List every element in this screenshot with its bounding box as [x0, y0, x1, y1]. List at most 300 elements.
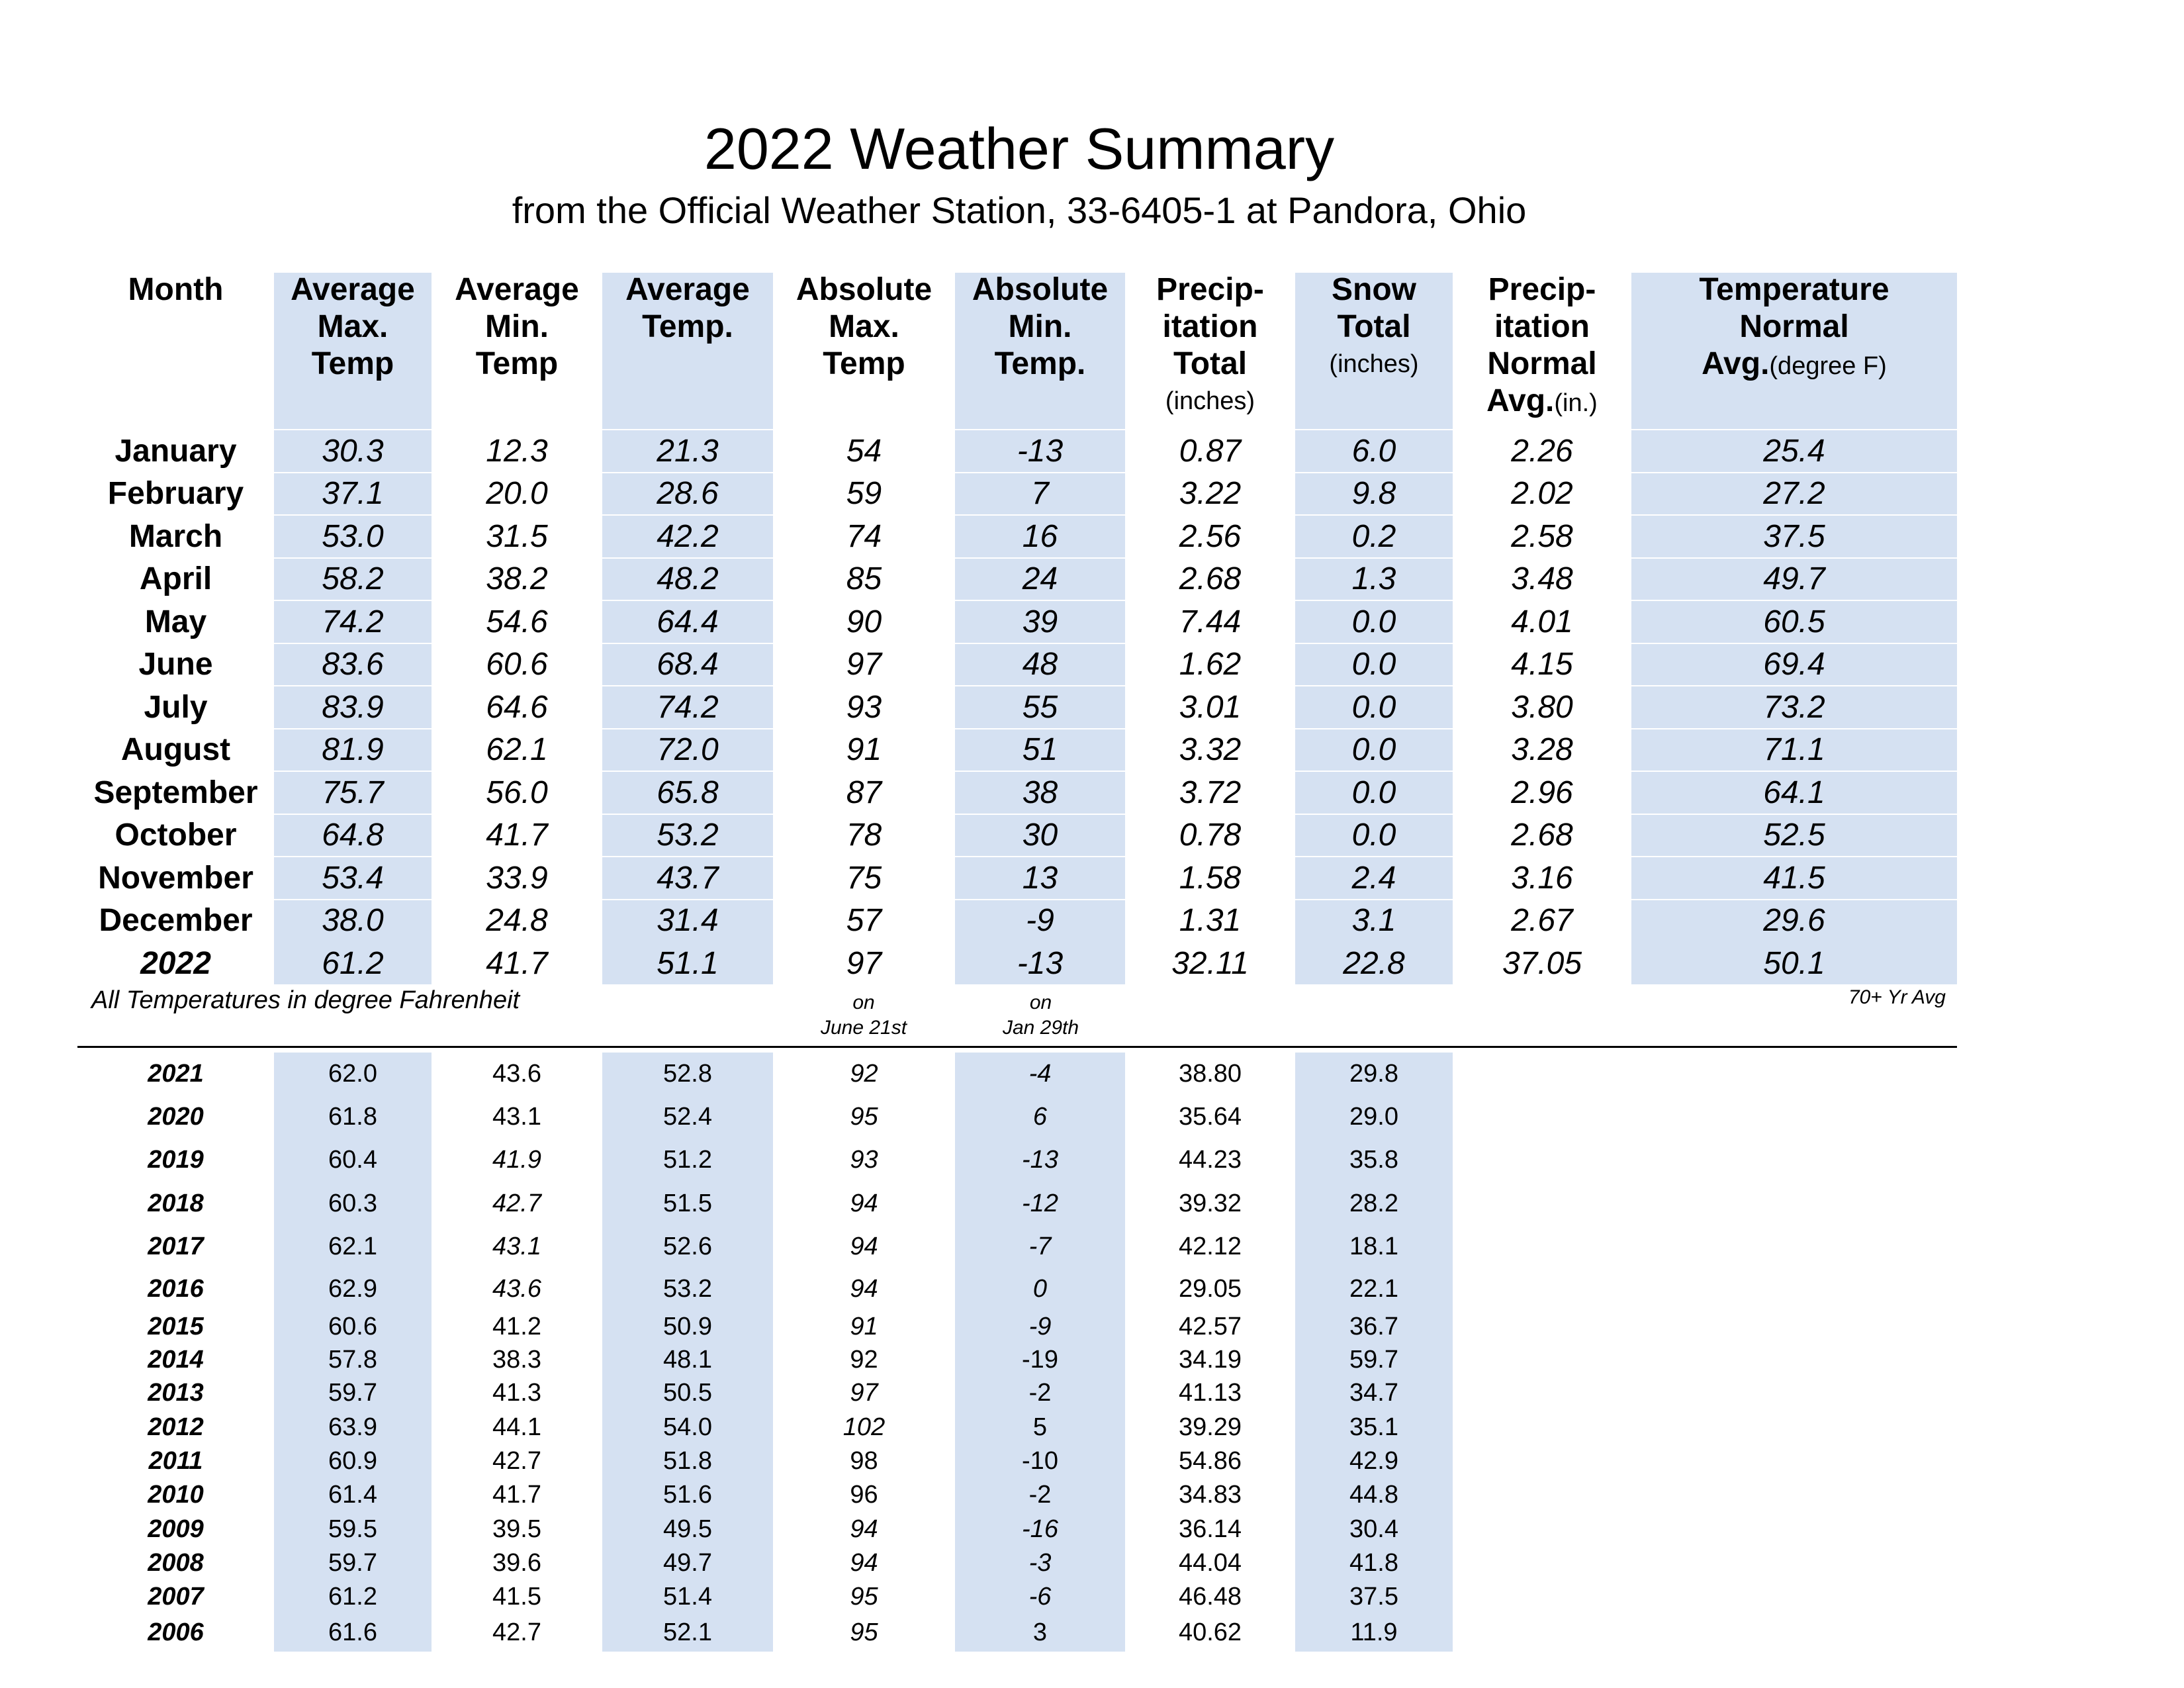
- precip-total-history-value: 39.32: [1178, 1189, 1242, 1217]
- precip-total-value: 1.62: [1179, 647, 1242, 682]
- precip-total-history-value: 40.62: [1178, 1618, 1242, 1646]
- precip-total-history-value: 36.14: [1178, 1515, 1242, 1543]
- avg-max-temp-value: 83.9: [322, 689, 384, 725]
- header-line: Total: [1337, 309, 1411, 344]
- avg-min-temp-value: 33.9: [486, 860, 548, 896]
- header-line: Max.: [829, 309, 899, 344]
- abs-max-temp-value: 97: [846, 647, 882, 682]
- snow-total-history-value: 37.5: [1349, 1583, 1398, 1611]
- precip-total-value: 3.72: [1179, 774, 1242, 810]
- avg-temp-history-value: 54.0: [663, 1413, 712, 1441]
- precip-normal-value: 4.15: [1511, 647, 1573, 682]
- precip-normal-value: 4.01: [1511, 604, 1573, 639]
- precip-total-year-total: 32.11: [1171, 945, 1249, 981]
- avg-max-temp-history-value: 61.4: [328, 1481, 377, 1509]
- page-subtitle: from the Official Weather Station, 33-6405-1 at Pandora, Ohio: [512, 189, 1527, 231]
- header-line: Max.: [317, 309, 388, 344]
- snow-total-value: 1.3: [1351, 561, 1396, 597]
- snow-total-history-value: 18.1: [1349, 1232, 1398, 1260]
- avg-min-temp-year-total: 41.7: [486, 945, 548, 981]
- avg-max-temp-value: 74.2: [322, 604, 384, 639]
- avg-temp-history-value: 51.8: [663, 1447, 712, 1475]
- temp-normal-value: 25.4: [1763, 433, 1825, 469]
- avg-temp-year-total: 51.1: [657, 945, 719, 981]
- avg-min-temp-value: 64.6: [486, 689, 548, 725]
- abs-max-temp-history-value: 94: [850, 1515, 878, 1543]
- header-line: itation: [1494, 309, 1590, 344]
- precip-total-value: 0.87: [1179, 433, 1242, 469]
- abs-min-temp-history-value: -7: [1028, 1232, 1052, 1260]
- month-label: April: [139, 561, 212, 597]
- snow-total-history-value: 22.1: [1349, 1275, 1398, 1303]
- temp-normal-value: 60.5: [1763, 604, 1825, 639]
- history-year-label: 2016: [148, 1275, 204, 1303]
- abs-min-temp-history-value: -3: [1028, 1549, 1052, 1577]
- avg-max-temp-value: 58.2: [322, 561, 384, 597]
- header-unit: (inches): [1329, 350, 1419, 378]
- month-label: June: [138, 647, 213, 682]
- abs-min-temp-history-value: -16: [1022, 1515, 1058, 1543]
- abs-max-temp-history-value: 91: [850, 1313, 878, 1340]
- avg-max-temp-history-value: 60.6: [328, 1313, 377, 1340]
- header-line: Precip-: [1156, 272, 1264, 307]
- history-year-label: 2006: [148, 1618, 204, 1646]
- precip-total-history-value: 34.83: [1178, 1481, 1242, 1509]
- snow-total-value: 9.8: [1351, 476, 1396, 512]
- abs-min-temp-history-value: -6: [1028, 1583, 1052, 1611]
- avg-max-temp-history-value: 62.9: [328, 1275, 377, 1303]
- avg-max-temp-history-value: 59.7: [328, 1549, 377, 1577]
- snow-total-history-value: 28.2: [1349, 1189, 1398, 1217]
- avg-max-temp-history-value: 60.4: [328, 1146, 377, 1174]
- snow-total-value: 0.0: [1351, 732, 1396, 768]
- abs-max-temp-history-value: 94: [850, 1275, 878, 1303]
- avg-temp-value: 72.0: [657, 732, 719, 768]
- history-year-label: 2015: [148, 1313, 204, 1340]
- avg-min-temp-value: 38.2: [486, 561, 548, 597]
- avg-max-temp-value: 83.6: [322, 647, 384, 682]
- avg-temp-value: 48.2: [657, 561, 719, 597]
- abs-max-temp-value: 74: [846, 518, 882, 554]
- temp-normal-value: 37.5: [1763, 518, 1825, 554]
- avg-temp-history-value: 50.5: [663, 1379, 712, 1407]
- snow-total-history-value: 30.4: [1349, 1515, 1398, 1543]
- avg-max-temp-history-value: 59.5: [328, 1515, 377, 1543]
- header-unit: (degree F): [1769, 352, 1887, 380]
- month-label: September: [93, 774, 258, 810]
- avg-min-temp-value: 60.6: [486, 647, 548, 682]
- abs-min-temp-year-total: -13: [1017, 945, 1064, 981]
- abs-min-temp-history-value: 6: [1032, 1102, 1048, 1131]
- temp-normal-value: 71.1: [1763, 732, 1825, 768]
- header-line: Avg.(degree F): [1702, 346, 1887, 381]
- precip-total-history-value: 39.29: [1178, 1413, 1242, 1441]
- history-year-label: 2013: [148, 1379, 204, 1407]
- precip-total-value: 2.56: [1179, 518, 1242, 554]
- header-line: Temp: [823, 346, 905, 381]
- avg-max-temp-year-total: 61.2: [322, 945, 384, 981]
- precip-total-history-value: 34.19: [1178, 1345, 1242, 1374]
- history-year-label: 2020: [148, 1102, 204, 1131]
- abs-max-temp-history-value: 95: [850, 1618, 878, 1646]
- precip-normal-value: 3.48: [1511, 561, 1573, 597]
- history-year-label: 2014: [148, 1345, 204, 1374]
- avg-max-temp-history-value: 59.7: [328, 1379, 377, 1407]
- abs-max-temp-value: 54: [846, 433, 882, 469]
- header-line: Temp: [311, 346, 394, 381]
- abs-min-temp-value: 48: [1022, 647, 1058, 682]
- snow-total-history-value: 29.0: [1349, 1102, 1398, 1131]
- month-label: August: [120, 732, 231, 768]
- temp-normal-value: 49.7: [1763, 561, 1825, 597]
- abs-max-temp-value: 75: [846, 860, 882, 896]
- header-line: Snow: [1332, 272, 1416, 307]
- avg-max-temp-value: 37.1: [322, 476, 384, 512]
- abs-min-temp-value: 13: [1022, 860, 1058, 896]
- history-year-label: 2021: [148, 1059, 204, 1088]
- avg-min-temp-history-value: 43.6: [492, 1059, 541, 1088]
- avg-max-temp-history-value: 60.9: [328, 1447, 377, 1475]
- precip-normal-value: 3.28: [1511, 732, 1573, 768]
- temp-normal-value: 69.4: [1763, 647, 1825, 682]
- avg-temp-value: 21.3: [657, 433, 719, 469]
- avg-min-temp-history-value: 41.7: [492, 1481, 541, 1509]
- snow-total-history-value: 29.8: [1349, 1059, 1398, 1088]
- avg-temp-value: 28.6: [657, 476, 719, 512]
- avg-min-temp-history-value: 39.6: [492, 1549, 541, 1577]
- avg-min-temp-history-value: 42.7: [492, 1618, 541, 1646]
- abs-max-temp-history-value: 94: [850, 1549, 878, 1577]
- header-unit: (inches): [1165, 387, 1255, 415]
- history-year-label: 2012: [148, 1413, 204, 1441]
- abs-min-temp-history-value: 5: [1032, 1413, 1048, 1441]
- avg-max-temp-history-value: 62.1: [328, 1232, 377, 1260]
- header-line: Average: [625, 272, 750, 307]
- snow-total-history-value: 59.7: [1349, 1345, 1398, 1374]
- abs-max-temp-history-value: 98: [850, 1447, 878, 1475]
- avg-min-temp-value: 20.0: [486, 476, 548, 512]
- header-abs-min-temp: [955, 271, 1125, 383]
- header-month: [77, 271, 274, 308]
- precip-total-value: 0.78: [1179, 818, 1242, 853]
- abs-min-temp-value: 30: [1022, 818, 1058, 853]
- abs-max-temp-value: 85: [846, 561, 882, 597]
- header-avg-temp: [602, 271, 773, 346]
- avg-max-temp-value: 38.0: [322, 903, 384, 939]
- precip-total-history-value: 35.64: [1178, 1102, 1242, 1131]
- abs-max-temp-value: 90: [846, 604, 882, 639]
- avg-temp-history-value: 49.7: [663, 1549, 712, 1577]
- abs-min-temp-value: 39: [1022, 604, 1058, 639]
- precip-normal-year-total: 37.05: [1502, 945, 1582, 981]
- abs-max-temp-history-value: 95: [850, 1102, 878, 1131]
- abs-max-temp-history-value: 92: [850, 1059, 878, 1088]
- avg-temp-history-value: 51.6: [663, 1481, 712, 1509]
- snow-total-year-total: 22.8: [1343, 945, 1405, 981]
- header-line: Absolute: [972, 272, 1109, 307]
- abs-max-temp-history-value: 102: [842, 1413, 886, 1441]
- abs-min-temp-history-value: -9: [1028, 1313, 1052, 1340]
- snow-total-history-value: 35.8: [1349, 1146, 1398, 1174]
- history-year-label: 2010: [148, 1481, 204, 1509]
- header-line: Average: [291, 272, 415, 307]
- abs-min-temp-history-value: 0: [1032, 1275, 1048, 1303]
- avg-temp-value: 53.2: [657, 818, 719, 853]
- precip-normal-value: 2.02: [1511, 476, 1573, 512]
- header-line: Normal: [1739, 309, 1849, 344]
- abs-min-temp-value: 51: [1022, 732, 1058, 768]
- avg-max-temp-value: 53.4: [322, 860, 384, 896]
- header-precip-normal: [1453, 271, 1631, 422]
- avg-temp-value: 43.7: [657, 860, 719, 896]
- avg-min-temp-history-value: 44.1: [492, 1413, 541, 1441]
- abs-min-temp-value: 24: [1022, 561, 1058, 597]
- precip-normal-value: 3.80: [1511, 689, 1573, 725]
- avg-min-temp-value: 62.1: [486, 732, 548, 768]
- avg-max-temp-value: 81.9: [322, 732, 384, 768]
- month-label: November: [98, 860, 253, 896]
- header-avg-min-temp: [432, 271, 602, 383]
- abs-max-date: June 21st: [820, 1017, 907, 1039]
- avg-max-temp-history-value: 62.0: [328, 1059, 377, 1088]
- avg-temp-history-value: 51.5: [663, 1189, 712, 1217]
- abs-min-temp-value: 16: [1022, 518, 1058, 554]
- abs-max-temp-history-value: 97: [850, 1379, 878, 1407]
- header-line: Normal: [1487, 346, 1597, 381]
- avg-min-temp-history-value: 43.6: [492, 1275, 541, 1303]
- month-label: July: [144, 689, 208, 725]
- abs-max-date-note: [778, 990, 950, 1041]
- precip-total-value: 1.31: [1179, 903, 1242, 939]
- snow-total-value: 0.0: [1351, 647, 1396, 682]
- snow-total-value: 0.0: [1351, 774, 1396, 810]
- precip-total-value: 2.68: [1179, 561, 1242, 597]
- abs-max-temp-value: 57: [846, 903, 882, 939]
- header-line: Avg.(in.): [1486, 383, 1598, 418]
- header-temp-normal: [1631, 271, 1957, 385]
- precip-total-value: 3.32: [1179, 732, 1242, 768]
- table-divider: [77, 1046, 1957, 1048]
- avg-max-temp-history-value: 57.8: [328, 1345, 377, 1374]
- snow-total-history-value: 34.7: [1349, 1379, 1398, 1407]
- temperature-unit-note: All Temperatures in degree Fahrenheit: [91, 986, 520, 1014]
- precip-total-value: 3.22: [1179, 476, 1242, 512]
- abs-max-temp-year-total: 97: [846, 945, 882, 981]
- avg-min-temp-value: 12.3: [486, 433, 548, 469]
- header-line: itation: [1162, 309, 1258, 344]
- header-line: Temp.: [642, 309, 733, 344]
- avg-temp-history-value: 48.1: [663, 1345, 712, 1374]
- avg-temp-value: 74.2: [657, 689, 719, 725]
- abs-max-temp-history-value: 96: [850, 1481, 878, 1509]
- normal-period-note: 70+ Yr Avg: [1848, 986, 1946, 1008]
- history-year-label: 2007: [148, 1583, 204, 1611]
- avg-max-temp-history-value: 61.6: [328, 1618, 377, 1646]
- precip-normal-value: 2.26: [1511, 433, 1573, 469]
- abs-min-temp-value: -9: [1026, 903, 1054, 939]
- avg-min-temp-value: 56.0: [486, 774, 548, 810]
- header-line: Temp.: [994, 346, 1086, 381]
- snow-total-value: 0.0: [1351, 818, 1396, 853]
- abs-max-temp-value: 91: [846, 732, 882, 768]
- month-label: December: [99, 903, 253, 939]
- abs-min-temp-history-value: -13: [1022, 1146, 1058, 1174]
- precip-total-history-value: 44.04: [1178, 1549, 1242, 1577]
- temp-normal-value: 52.5: [1763, 818, 1825, 853]
- avg-max-temp-value: 53.0: [322, 518, 384, 554]
- avg-temp-history-value: 53.2: [663, 1275, 712, 1303]
- avg-temp-history-value: 49.5: [663, 1515, 712, 1543]
- avg-min-temp-value: 24.8: [486, 903, 548, 939]
- month-label: October: [114, 818, 237, 853]
- abs-min-temp-history-value: -2: [1028, 1481, 1052, 1509]
- abs-min-temp-value: 55: [1022, 689, 1058, 725]
- temp-normal-value: 27.2: [1763, 476, 1825, 512]
- month-label: February: [107, 476, 244, 512]
- snow-total-value: 2.4: [1351, 860, 1396, 896]
- avg-temp-history-value: 52.4: [663, 1102, 712, 1131]
- history-year-label: 2009: [148, 1515, 204, 1543]
- precip-total-history-value: 54.86: [1178, 1447, 1242, 1475]
- avg-temp-value: 68.4: [657, 647, 719, 682]
- header-line: Temp: [475, 346, 559, 381]
- abs-max-temp-value: 93: [846, 689, 882, 725]
- abs-min-temp-value: 7: [1031, 476, 1049, 512]
- header-abs-max-temp: [773, 271, 955, 383]
- avg-temp-value: 31.4: [657, 903, 719, 939]
- month-label: May: [144, 604, 207, 639]
- avg-max-temp-value: 64.8: [322, 818, 384, 853]
- precip-total-history-value: 42.57: [1178, 1313, 1242, 1340]
- header-unit: (in.): [1554, 389, 1598, 417]
- avg-temp-history-value: 50.9: [663, 1313, 712, 1340]
- avg-min-temp-history-value: 38.3: [492, 1345, 541, 1374]
- abs-min-temp-history-value: -2: [1028, 1379, 1052, 1407]
- abs-max-temp-value: 78: [846, 818, 882, 853]
- abs-min-temp-value: 38: [1022, 774, 1058, 810]
- avg-min-temp-value: 54.6: [486, 604, 548, 639]
- precip-total-value: 3.01: [1179, 689, 1242, 725]
- abs-min-on-label: on: [1029, 992, 1052, 1013]
- abs-min-date-note: [956, 990, 1125, 1041]
- header-precip-total: [1125, 271, 1295, 420]
- page-title: 2022 Weather Summary: [704, 116, 1335, 181]
- header-line: Min.: [485, 309, 549, 344]
- avg-temp-history-value: 51.2: [663, 1146, 712, 1174]
- avg-temp-history-value: 51.4: [663, 1583, 712, 1611]
- avg-min-temp-history-value: 42.7: [492, 1447, 541, 1475]
- precip-total-value: 7.44: [1179, 604, 1242, 639]
- snow-total-value: 3.1: [1351, 903, 1396, 939]
- history-year-label: 2017: [148, 1232, 204, 1260]
- snow-total-value: 0.2: [1351, 518, 1396, 554]
- month-label: January: [114, 433, 237, 469]
- temp-normal-value: 64.1: [1763, 774, 1825, 810]
- history-year-label: 2011: [148, 1447, 203, 1475]
- avg-max-temp-history-value: 60.3: [328, 1189, 377, 1217]
- avg-min-temp-history-value: 43.1: [492, 1102, 541, 1131]
- abs-max-temp-history-value: 92: [850, 1345, 878, 1374]
- avg-temp-value: 65.8: [657, 774, 719, 810]
- abs-max-temp-history-value: 94: [850, 1232, 878, 1260]
- history-year-label: 2018: [148, 1189, 204, 1217]
- avg-temp-history-value: 52.1: [663, 1618, 712, 1646]
- avg-max-temp-value: 75.7: [322, 774, 384, 810]
- header-line: Precip-: [1488, 272, 1596, 307]
- abs-max-temp-history-value: 95: [850, 1583, 878, 1611]
- temp-normal-value: 41.5: [1763, 860, 1825, 896]
- header-line: Total: [1173, 346, 1248, 381]
- precip-total-value: 1.58: [1179, 860, 1242, 896]
- header-line: Month: [128, 272, 224, 307]
- abs-min-date: Jan 29th: [1002, 1017, 1079, 1039]
- avg-temp-value: 42.2: [657, 518, 719, 554]
- snow-total-history-value: 41.8: [1349, 1549, 1398, 1577]
- precip-total-history-value: 42.12: [1178, 1232, 1242, 1260]
- snow-total-history-value: 11.9: [1350, 1618, 1398, 1646]
- abs-min-temp-history-value: -4: [1028, 1059, 1052, 1088]
- header-line: Average: [455, 272, 579, 307]
- precip-normal-value: 2.67: [1511, 903, 1573, 939]
- avg-min-temp-history-value: 41.9: [492, 1146, 541, 1174]
- header-line: Min.: [1008, 309, 1072, 344]
- snow-total-value: 0.0: [1351, 604, 1396, 639]
- precip-normal-value: 3.16: [1511, 860, 1573, 896]
- precip-normal-value: 2.96: [1511, 774, 1573, 810]
- abs-min-temp-history-value: 3: [1032, 1618, 1048, 1646]
- abs-max-temp-history-value: 94: [850, 1189, 878, 1217]
- avg-min-temp-history-value: 42.7: [492, 1189, 541, 1217]
- year-total-label: 2022: [140, 945, 211, 981]
- avg-max-temp-value: 30.3: [322, 433, 384, 469]
- abs-min-temp-history-value: -10: [1022, 1447, 1058, 1475]
- snow-total-history-value: 42.9: [1349, 1447, 1398, 1475]
- avg-max-temp-history-value: 61.8: [328, 1102, 377, 1131]
- avg-temp-value: 64.4: [657, 604, 719, 639]
- avg-temp-history-value: 52.8: [663, 1059, 712, 1088]
- snow-total-history-value: 36.7: [1349, 1313, 1398, 1340]
- snow-total-value: 6.0: [1351, 433, 1396, 469]
- snow-total-shade-gap: [1295, 984, 1453, 1053]
- avg-temp-history-value: 52.6: [663, 1232, 712, 1260]
- precip-total-history-value: 41.13: [1178, 1379, 1242, 1407]
- avg-min-temp-history-value: 41.2: [492, 1313, 541, 1340]
- header-line: Absolute: [796, 272, 933, 307]
- temp-normal-year-total: 50.1: [1763, 945, 1825, 981]
- abs-max-temp-history-value: 93: [850, 1146, 878, 1174]
- precip-total-history-value: 44.23: [1178, 1146, 1242, 1174]
- precip-total-history-value: 38.80: [1178, 1059, 1242, 1088]
- abs-max-temp-value: 87: [846, 774, 882, 810]
- snow-total-history-value: 35.1: [1349, 1413, 1398, 1441]
- precip-normal-value: 2.68: [1511, 818, 1573, 853]
- month-label: March: [128, 518, 223, 554]
- header-snow-total: [1295, 271, 1453, 383]
- avg-min-temp-history-value: 41.5: [492, 1583, 541, 1611]
- header-avg-max-temp: [274, 271, 432, 383]
- avg-max-temp-history-value: 63.9: [328, 1413, 377, 1441]
- abs-min-temp-history-value: -19: [1022, 1345, 1058, 1374]
- precip-normal-value: 2.58: [1511, 518, 1573, 554]
- history-year-label: 2008: [148, 1549, 204, 1577]
- avg-min-temp-history-value: 41.3: [492, 1379, 541, 1407]
- avg-min-temp-value: 31.5: [486, 518, 548, 554]
- abs-min-temp-value: -13: [1017, 433, 1064, 469]
- abs-max-temp-value: 59: [846, 476, 882, 512]
- avg-min-temp-history-value: 39.5: [492, 1515, 541, 1543]
- precip-total-history-value: 29.05: [1178, 1275, 1242, 1303]
- avg-max-temp-history-value: 61.2: [328, 1583, 377, 1611]
